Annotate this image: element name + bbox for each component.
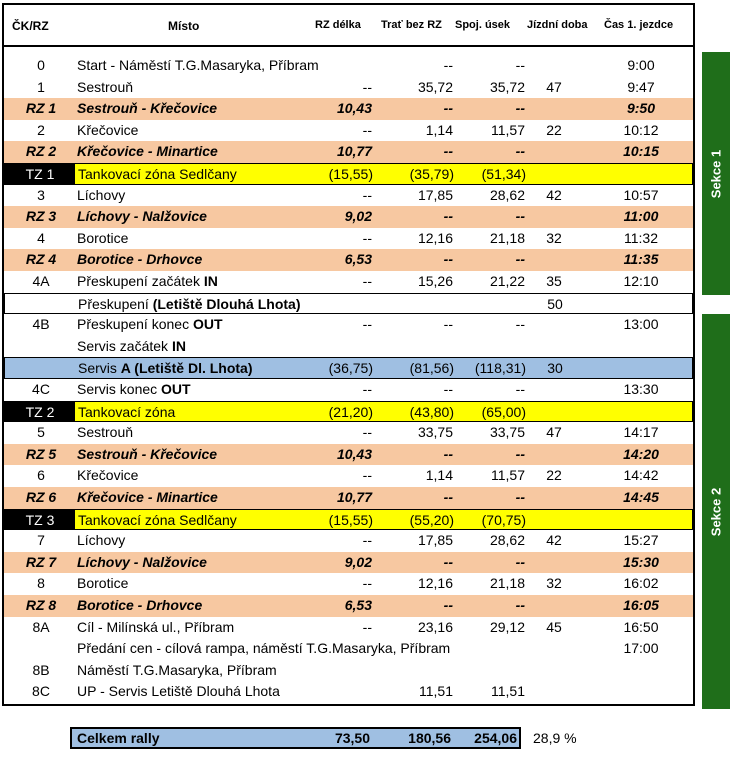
- row-place: [77, 595, 202, 617]
- header-spoj-usek: Spoj. úsek: [455, 19, 511, 31]
- row-place: [77, 487, 218, 509]
- row-rz-delka: --: [362, 229, 372, 246]
- table-row: [4, 55, 693, 77]
- row-id: RZ 1: [25, 100, 57, 117]
- row-rz-delka: --: [362, 532, 372, 549]
- row-place-text: Sestrouň - Křečovice: [77, 445, 218, 462]
- row-jizdni-doba: 42: [546, 186, 562, 203]
- row-place-text: Náměstí T.G.Masaryka, Příbram: [77, 661, 277, 678]
- row-place-text: Servis konec: [77, 381, 158, 397]
- table-row: [4, 422, 693, 444]
- rz-row: [4, 552, 693, 574]
- table-row: [4, 465, 693, 487]
- row-place-text: Cíl - Milínská ul., Příbram: [77, 618, 235, 635]
- row-place: [78, 294, 301, 316]
- row-spoj: --: [515, 251, 525, 268]
- row-trat: 12,16: [417, 575, 453, 592]
- row-place: [78, 402, 175, 424]
- row-place-bold: A (Letiště Dl. Lhota): [120, 360, 253, 377]
- row-cas: 14:45: [623, 489, 659, 505]
- row-id: 1: [37, 78, 45, 95]
- row-jizdni-doba: 30: [547, 360, 563, 377]
- rz-row: [4, 444, 693, 466]
- row-jizdni-doba: 47: [546, 424, 562, 441]
- row-spoj: (70,75): [481, 511, 526, 528]
- row-trat: --: [443, 316, 453, 333]
- row-trat: (35,79): [409, 166, 454, 182]
- table-row: [4, 293, 693, 315]
- row-place-text: Líchovy: [77, 532, 126, 549]
- table-row: [4, 336, 693, 358]
- row-spoj: --: [515, 445, 525, 462]
- row-cas: 9:50: [626, 100, 656, 117]
- row-place-text: Tankovací zóna Sedlčany: [78, 511, 237, 528]
- table-row: [4, 681, 693, 703]
- row-jizdni-doba: 50: [547, 295, 563, 312]
- row-rz-delka: --: [362, 316, 372, 333]
- table-row: [4, 314, 693, 336]
- row-id: 8C: [32, 683, 50, 700]
- row-place: [77, 249, 202, 271]
- row-place: [77, 206, 207, 228]
- row-cas: 13:30: [623, 381, 659, 397]
- row-trat: 1,14: [425, 467, 453, 484]
- row-place: [77, 379, 191, 401]
- row-spoj: --: [515, 100, 525, 117]
- tz-row: [4, 509, 693, 531]
- row-cas: 16:05: [623, 597, 659, 613]
- row-place-text: Servis: [78, 360, 117, 377]
- row-place-text: Sestrouň - Křečovice: [77, 100, 218, 117]
- row-place: [77, 314, 223, 336]
- row-place-text: Přeskupení konec: [77, 316, 190, 333]
- row-place: [77, 336, 186, 358]
- row-id: RZ 7: [25, 553, 57, 570]
- row-rz-delka: 9,02: [344, 208, 372, 225]
- table-row: [4, 660, 693, 682]
- row-spoj: --: [515, 553, 525, 570]
- row-spoj: 35,72: [489, 78, 525, 95]
- row-place: [78, 164, 237, 186]
- row-place-bold: IN: [171, 337, 186, 354]
- row-place: [77, 444, 217, 466]
- row-jizdni-doba: 22: [546, 121, 562, 138]
- row-place-text: Borotice: [77, 229, 129, 246]
- row-place-text: Křečovice - Minartice: [77, 143, 218, 160]
- row-place-bold: (Letiště Dlouhá Lhota): [152, 295, 301, 312]
- row-place: [77, 141, 218, 163]
- row-id: RZ 8: [25, 597, 57, 613]
- row-place-text: Borotice: [77, 575, 129, 592]
- row-place-text: Tankovací zóna Sedlčany: [78, 166, 237, 182]
- row-spoj: --: [515, 316, 525, 333]
- row-rz-delka: --: [362, 78, 372, 95]
- row-spoj: 33,75: [489, 424, 525, 441]
- row-place-text: Křečovice: [77, 467, 139, 484]
- row-place: [77, 55, 319, 77]
- row-cas: 11:00: [623, 208, 659, 225]
- row-cas: 14:20: [623, 445, 659, 462]
- row-place-text: Křečovice - Minartice: [77, 489, 218, 505]
- row-rz-delka: 6,53: [344, 597, 372, 613]
- row-trat: 12,16: [417, 229, 453, 246]
- row-place-bold: IN: [203, 273, 218, 289]
- row-trat: --: [443, 597, 453, 613]
- row-id: RZ 6: [25, 489, 57, 505]
- row-cas: 15:27: [623, 532, 659, 549]
- row-place: [77, 228, 128, 250]
- rz-row: [4, 487, 693, 509]
- row-jizdni-doba: 35: [546, 273, 562, 289]
- row-trat: 17,85: [417, 532, 453, 549]
- table-row: [4, 228, 693, 250]
- row-place: [77, 422, 133, 444]
- tz-row: [4, 401, 693, 423]
- row-jizdni-doba: 47: [546, 78, 562, 95]
- table-row: [4, 120, 693, 142]
- row-place: [77, 98, 217, 120]
- row-cas: 14:42: [623, 467, 659, 484]
- row-id: 2: [37, 121, 45, 138]
- table-row: [4, 573, 693, 595]
- row-place: [77, 573, 128, 595]
- row-place-text: Líchovy: [77, 186, 126, 203]
- servis-row: [4, 357, 693, 379]
- row-cas: 16:50: [623, 618, 659, 635]
- row-place-text: Křečovice: [77, 121, 139, 138]
- row-trat: 1,14: [425, 121, 453, 138]
- row-place-text: Borotice - Drhovce: [77, 251, 203, 268]
- row-rz-delka: --: [362, 424, 372, 441]
- row-id: TZ 1: [5, 164, 75, 184]
- rz-row: [4, 595, 693, 617]
- row-spoj: 21,18: [489, 229, 525, 246]
- header-id: ČK/RZ: [12, 19, 49, 33]
- table-row: [4, 617, 693, 639]
- row-place-text: Předání cen - cílová rampa, náměstí T.G.Masaryka, Příbram: [77, 640, 451, 657]
- row-id: RZ 3: [25, 208, 57, 225]
- row-spoj: --: [515, 381, 525, 397]
- section-1: [702, 52, 730, 295]
- row-place-text: Líchovy - Nalžovice: [77, 208, 207, 225]
- total-spoj: 254,06: [474, 730, 517, 746]
- rz-row: [4, 141, 693, 163]
- row-rz-delka: 10,77: [336, 143, 372, 160]
- row-place-text: Servis začátek: [77, 337, 169, 354]
- row-trat: 17,85: [417, 186, 453, 203]
- row-id: TZ 2: [5, 402, 75, 422]
- row-cas: 10:15: [623, 143, 659, 160]
- row-place-text: Přeskupení: [78, 295, 149, 312]
- row-spoj: 28,62: [489, 186, 525, 203]
- row-trat: 33,75: [417, 424, 453, 441]
- row-trat: --: [443, 489, 453, 505]
- row-spoj: (51,34): [481, 166, 526, 182]
- row-trat: 35,72: [417, 78, 453, 95]
- row-spoj: 28,62: [489, 532, 525, 549]
- row-rz-delka: (36,75): [328, 360, 373, 377]
- row-place-text: Start - Náměstí T.G.Masaryka, Příbram: [77, 57, 319, 73]
- row-rz-delka: --: [362, 467, 372, 484]
- row-spoj: 21,18: [489, 575, 525, 592]
- row-place: [77, 77, 133, 99]
- header-trat-bez-rz: Trať bez RZ: [381, 19, 442, 31]
- row-place-text: Sestrouň: [77, 78, 134, 95]
- row-spoj: (118,31): [474, 360, 526, 377]
- row-rz-delka: --: [362, 618, 372, 635]
- row-spoj: 11,57: [491, 121, 525, 138]
- row-trat: 15,26: [417, 273, 453, 289]
- row-id: TZ 3: [5, 510, 75, 530]
- row-cas: 11:35: [623, 251, 659, 268]
- row-rz-delka: --: [362, 121, 372, 138]
- row-cas: 9:00: [627, 57, 655, 73]
- row-place: [77, 185, 125, 207]
- row-jizdni-doba: 42: [546, 532, 562, 549]
- row-spoj: --: [515, 208, 525, 225]
- section-2-label: Sekce 2: [708, 487, 724, 536]
- row-trat: (55,20): [409, 511, 454, 528]
- row-place: [77, 465, 138, 487]
- row-place: [78, 510, 237, 532]
- row-jizdni-doba: 45: [546, 618, 562, 635]
- row-trat: --: [443, 208, 453, 225]
- row-id: 7: [37, 532, 45, 549]
- row-place-text: Přeskupení začátek: [77, 273, 200, 289]
- row-id: 4C: [32, 381, 50, 397]
- row-place: [77, 617, 234, 639]
- section-1-label: Sekce 1: [708, 149, 724, 198]
- table-header: [2, 3, 695, 47]
- row-id: 3: [37, 186, 45, 203]
- row-cas: 10:57: [623, 186, 659, 203]
- row-spoj: 29,12: [489, 618, 525, 635]
- row-place: [77, 530, 125, 552]
- row-place-bold: OUT: [192, 316, 223, 333]
- row-place-text: UP - Servis Letiště Dlouhá Lhota: [77, 683, 280, 700]
- row-place-text: Tankovací zóna: [78, 403, 176, 420]
- row-place: [77, 271, 218, 293]
- row-cas: 14:17: [623, 424, 659, 441]
- table-row: [4, 271, 693, 293]
- row-trat: --: [443, 553, 453, 570]
- row-spoj: 21,22: [489, 273, 525, 289]
- row-rz-delka: --: [362, 273, 372, 289]
- rz-row: [4, 98, 693, 120]
- row-id: 0: [37, 57, 45, 73]
- row-rz-delka: --: [362, 186, 372, 203]
- row-rz-delka: 9,02: [344, 553, 372, 570]
- row-rz-delka: --: [362, 575, 372, 592]
- row-id: RZ 4: [25, 251, 57, 268]
- row-cas: 17:00: [623, 640, 659, 657]
- row-cas: 13:00: [623, 316, 659, 333]
- row-id: 4: [37, 229, 45, 246]
- row-place: [77, 681, 280, 703]
- row-rz-delka: (15,55): [328, 511, 373, 528]
- row-jizdni-doba: 22: [546, 467, 562, 484]
- row-spoj: --: [515, 597, 525, 613]
- total-percent: 28,9 %: [533, 730, 577, 746]
- total-trat: 180,56: [408, 730, 451, 746]
- header-cas: Čas 1. jezdce: [604, 19, 674, 31]
- row-id: 4B: [32, 316, 50, 333]
- row-place: [78, 358, 253, 380]
- row-spoj: 11,57: [491, 467, 525, 484]
- rz-row: [4, 249, 693, 271]
- header-jizdni-doba: Jízdní doba: [527, 19, 588, 31]
- rz-row: [4, 206, 693, 228]
- row-id: 8B: [32, 661, 50, 678]
- row-cas: 9:47: [627, 78, 655, 95]
- row-cas: 11:32: [624, 229, 658, 246]
- row-cas: 15:30: [623, 553, 659, 570]
- row-place-text: Borotice - Drhovce: [77, 597, 203, 613]
- row-trat: --: [443, 381, 453, 397]
- row-id: 8: [37, 575, 45, 592]
- row-rz-delka: 10,43: [336, 100, 372, 117]
- row-id: 4A: [32, 273, 50, 289]
- section-2: [702, 314, 730, 709]
- row-rz-delka: (15,55): [328, 166, 373, 182]
- table-row: [4, 530, 693, 552]
- total-label: Celkem rally: [77, 730, 160, 746]
- row-spoj: (65,00): [481, 403, 526, 420]
- row-id: 6: [37, 467, 45, 484]
- row-trat: 23,16: [417, 618, 453, 635]
- row-rz-delka: --: [362, 381, 372, 397]
- row-cas: 10:12: [623, 121, 659, 138]
- row-cas: 16:02: [623, 575, 659, 592]
- table-row: [4, 77, 693, 99]
- header-misto: Místo: [168, 19, 200, 33]
- header-rz-delka: RZ délka: [315, 19, 361, 31]
- total-rz: 73,50: [334, 730, 370, 746]
- row-trat: --: [443, 445, 453, 462]
- row-place: [77, 638, 450, 660]
- row-trat: --: [443, 57, 453, 73]
- row-rz-delka: (21,20): [328, 403, 373, 420]
- row-rz-delka: 10,43: [336, 445, 372, 462]
- row-cas: 12:10: [623, 273, 659, 289]
- row-trat: (43,80): [409, 403, 454, 420]
- row-place-text: Sestrouň: [77, 424, 134, 441]
- row-jizdni-doba: 32: [546, 229, 562, 246]
- row-trat: --: [443, 143, 453, 160]
- total-row: [70, 727, 521, 749]
- row-trat: --: [443, 251, 453, 268]
- table-row: [4, 638, 693, 660]
- table-row: [4, 185, 693, 207]
- row-place: [77, 120, 138, 142]
- row-place-bold: OUT: [161, 381, 191, 397]
- row-spoj: --: [515, 57, 525, 73]
- row-id: RZ 2: [25, 143, 57, 160]
- row-id: RZ 5: [25, 445, 57, 462]
- row-jizdni-doba: 32: [546, 575, 562, 592]
- tz-row: [4, 163, 693, 185]
- row-rz-delka: 6,53: [344, 251, 372, 268]
- row-spoj: --: [515, 143, 525, 160]
- row-trat: 11,51: [419, 683, 453, 700]
- row-spoj: --: [515, 489, 525, 505]
- table-row: [4, 379, 693, 401]
- row-id: 8A: [32, 618, 50, 635]
- row-id: 5: [37, 424, 45, 441]
- row-rz-delka: 10,77: [336, 489, 372, 505]
- row-trat: --: [443, 100, 453, 117]
- row-spoj: 11,51: [491, 683, 525, 700]
- row-place-text: Líchovy - Nalžovice: [77, 553, 207, 570]
- row-place: [77, 552, 207, 574]
- row-trat: (81,56): [409, 360, 454, 377]
- row-place: [77, 660, 277, 682]
